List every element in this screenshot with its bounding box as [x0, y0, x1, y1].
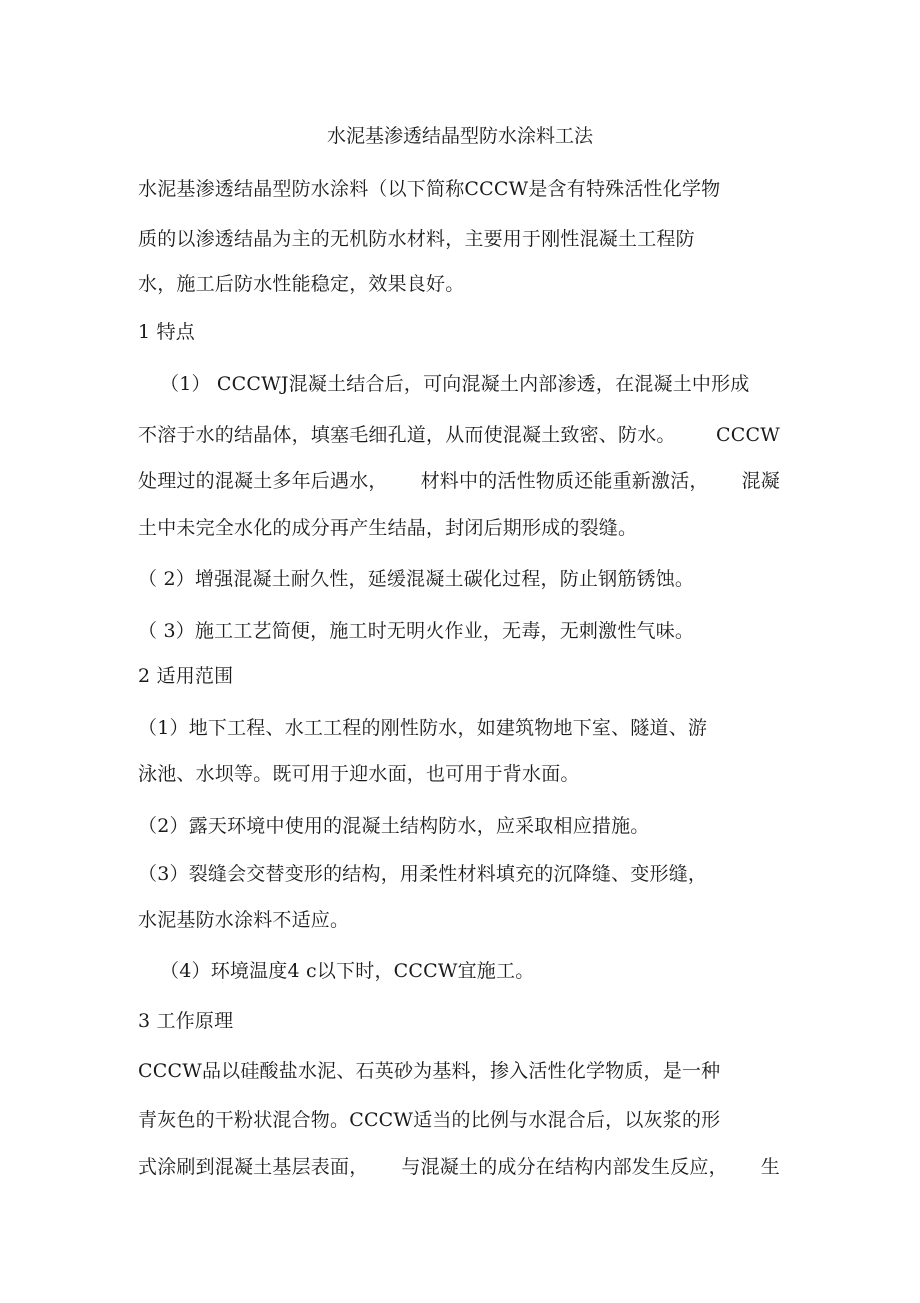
text-segment: CCCW [716, 424, 780, 446]
section-2-item-2: （2）露天环境中使用的混凝土结构防水，应采取相应措施。 [138, 815, 650, 837]
section-2-item-3-line-2: 水泥基防水涂料不适应。 [138, 909, 350, 931]
section-2-item-1-line-1: （1）地下工程、水工工程的刚性防水，如建筑物地下室、隧道、游 [138, 717, 708, 739]
section-2-heading: 2 适用范围 [138, 665, 234, 687]
text-segment: 混凝 [741, 470, 780, 492]
intro-line-1: 水泥基渗透结晶型防水涂料（以下简称CCCW是含有特殊活性化学物 [138, 178, 721, 200]
section-1-item-1-line-3 [138, 469, 780, 493]
text-segment: 与混凝土的成分在结构内部发生反应， [401, 1156, 728, 1178]
text-segment: 式涂刷到混凝土基层表面， [138, 1156, 369, 1178]
section-3-para-line-1: CCCW品以硅酸盐水泥、石英砂为基料，掺入活性化学物质，是一种 [138, 1060, 721, 1082]
section-2-item-3-line-1: （3）裂缝会交替变形的结构，用柔性材料填充的沉降缝、变形缝， [138, 863, 708, 885]
section-1-item-2: （ 2）增强混凝土耐久性，延缓混凝土碳化过程，防止钢筋锈蚀。 [138, 568, 695, 590]
text-segment: 处理过的混凝土多年后遇水， [138, 470, 388, 492]
text-segment: 不溶于水的结晶体，填塞毛细孔道，从而使混凝土致密、防水。 [138, 424, 676, 446]
section-3-para-line-2: 青灰色的干粉状混合物。CCCW适当的比例与水混合后，以灰浆的形 [138, 1109, 721, 1131]
section-1-item-1-line-2 [138, 423, 780, 447]
text-segment: 生 [760, 1156, 780, 1178]
section-3-heading: 3 工作原理 [138, 1010, 234, 1032]
text-segment: 材料中的活性物质还能重新激活， [420, 470, 709, 492]
section-1-item-1-line-1: （1） CCCWJ混凝土结合后，可向混凝土内部渗透，在混凝土中形成 [160, 373, 750, 395]
intro-line-3: 水，施工后防水性能稳定，效果良好。 [138, 273, 465, 295]
section-1-item-3: （ 3）施工工艺简便，施工时无明火作业，无毒，无刺激性气味。 [138, 620, 695, 642]
document-title: 水泥基渗透结晶型防水涂料工法 [326, 125, 593, 147]
section-1-item-1-line-4: 土中未完全水化的成分再产生结晶，封闭后期形成的裂缝。 [138, 517, 638, 539]
section-3-para-line-3 [138, 1155, 780, 1179]
intro-line-2: 质的以渗透结晶为主的无机防水材料，主要用于刚性混凝土工程防 [138, 228, 695, 250]
section-1-heading: 1 特点 [138, 321, 195, 343]
section-2-item-1-line-2: 泳池、水坝等。既可用于迎水面，也可用于背水面。 [138, 763, 580, 785]
section-2-item-4: （4）环境温度4 c以下时，CCCW宜施工。 [160, 960, 535, 982]
